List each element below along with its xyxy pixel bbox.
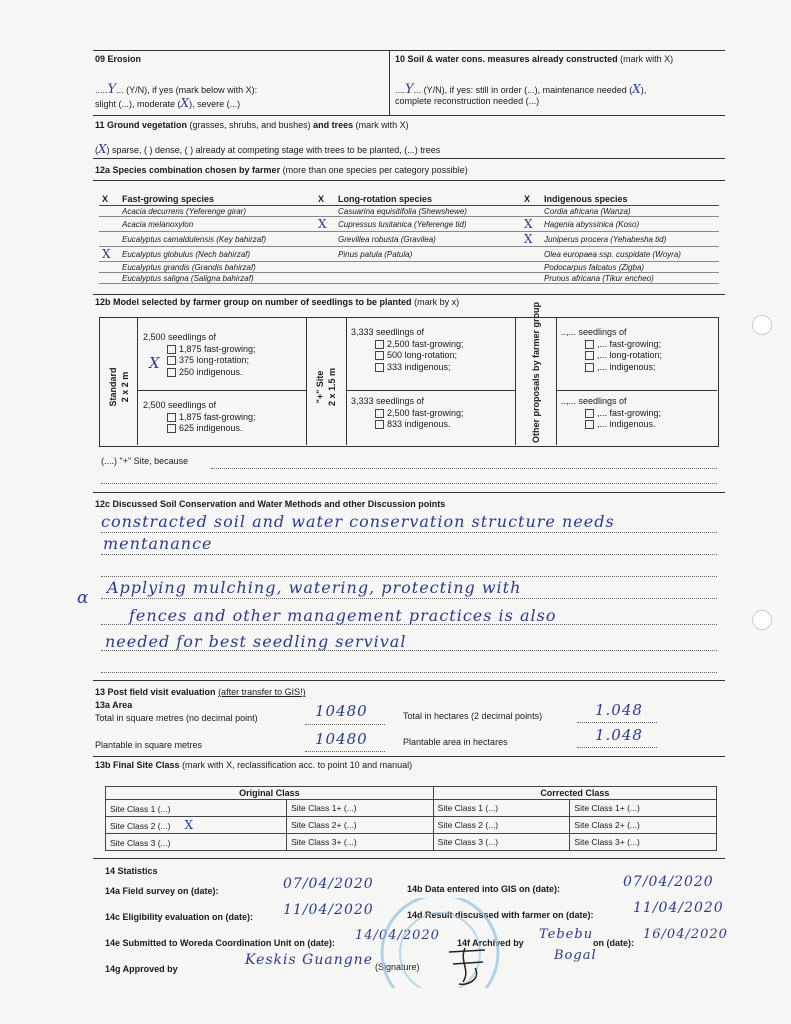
long-mark[interactable] bbox=[315, 232, 335, 247]
seedling-option[interactable] bbox=[585, 350, 662, 362]
long-mark[interactable] bbox=[315, 262, 335, 273]
long-species bbox=[335, 262, 521, 273]
species-row bbox=[99, 217, 719, 232]
seedling-option-label: 333 indigenous; bbox=[387, 361, 451, 372]
rule bbox=[93, 492, 725, 493]
signature-icon bbox=[445, 942, 491, 988]
submitted-date-label: 14e Submitted to Woreda Coordination Unit on (date): bbox=[105, 938, 335, 948]
seedling-option-label: 375 long-rotation; bbox=[179, 355, 250, 365]
indig-species: Cordia africana (Wanza) bbox=[541, 206, 719, 217]
corrected-class-cell[interactable]: Site Class 3 (...) bbox=[433, 834, 570, 851]
seedling-option[interactable] bbox=[167, 344, 256, 356]
seedling-option[interactable] bbox=[375, 362, 464, 374]
discussion-title: 12c Discussed Soil Conservation and Water Methods and other Discussion points bbox=[95, 499, 446, 509]
seedling-option[interactable] bbox=[585, 339, 662, 351]
site-class-row bbox=[106, 800, 717, 817]
fast-mark[interactable] bbox=[99, 273, 119, 284]
discussion-margin-mark: α bbox=[77, 588, 89, 608]
plant-ha-line bbox=[577, 747, 657, 748]
erosion-answer[interactable]: Y bbox=[107, 82, 117, 97]
site-a: 3,333 seedlings of 2,500 fast-growing; 500 long-rotation; 333 indigenous; bbox=[351, 327, 464, 372]
indig-mark[interactable]: X bbox=[521, 232, 541, 247]
plant-ha-value[interactable]: 1.048 bbox=[595, 726, 643, 744]
fast-species: Eucalyptus grandis (Grandis bahirzaf) bbox=[119, 262, 315, 273]
seedling-option[interactable] bbox=[167, 423, 256, 435]
seedling-option[interactable] bbox=[375, 350, 464, 362]
total-ha-label: Total in hectares (2 decimal points) bbox=[403, 711, 543, 721]
site-class-table bbox=[105, 786, 717, 851]
fast-species: Acacia melanoxylon bbox=[119, 217, 315, 232]
plant-sqm-label: Plantable in square metres bbox=[95, 740, 203, 750]
checkbox-icon[interactable] bbox=[375, 340, 384, 349]
model-title: 12b Model selected by farmer group on number of seedlings to be planted (mark by x) bbox=[95, 297, 460, 307]
discussed-date-value[interactable]: 11/04/2020 bbox=[633, 900, 724, 916]
site-because-label: (....) "+" Site, because bbox=[101, 456, 189, 466]
soilcons-maintenance-mark[interactable]: X bbox=[632, 82, 641, 96]
signature-label: (Signature) bbox=[375, 962, 420, 972]
because-line[interactable] bbox=[101, 483, 717, 484]
original-class-cell[interactable]: Site Class 3 (...) bbox=[106, 834, 287, 851]
total-ha-line bbox=[577, 722, 657, 723]
checkbox-icon[interactable] bbox=[167, 356, 176, 365]
total-sqm-line bbox=[305, 724, 385, 725]
seedling-option-label: 833 indigenous. bbox=[387, 419, 451, 429]
vegetation-sparse-mark[interactable]: X bbox=[98, 142, 107, 156]
checkbox-icon[interactable] bbox=[375, 363, 384, 372]
checkbox-icon[interactable] bbox=[585, 351, 594, 360]
archived-date-label: on (date): bbox=[593, 938, 634, 948]
discussion-rule bbox=[101, 532, 717, 533]
punch-hole bbox=[752, 315, 772, 335]
seedling-option[interactable] bbox=[167, 355, 256, 367]
model-divider bbox=[346, 390, 515, 391]
soilcons-line1: ....Y... (Y/N), if yes: still in order (...), maintenance needed (X), bbox=[395, 82, 647, 97]
indig-mark[interactable] bbox=[521, 273, 541, 284]
model-divider bbox=[556, 390, 717, 391]
rule bbox=[93, 858, 725, 859]
site-b: 3,333 seedlings of 2,500 fast-growing; 833 indigenous. bbox=[351, 396, 464, 429]
submitted-date-value[interactable]: 14/04/2020 bbox=[355, 928, 440, 943]
species-row bbox=[99, 247, 719, 262]
total-sqm-value[interactable]: 10480 bbox=[315, 702, 368, 720]
fast-species: Acacia decurrens (Yeferenge girar) bbox=[119, 206, 315, 217]
seedling-option-label: 500 long-rotation; bbox=[387, 350, 458, 360]
long-species: Cupressus lusitanica (Yeferenge tid) bbox=[335, 217, 521, 232]
original-class-cell[interactable]: Site Class 2 (...) X bbox=[106, 817, 287, 834]
seedling-option-label: 1,875 fast-growing; bbox=[179, 343, 256, 354]
plant-sqm-value[interactable]: 10480 bbox=[315, 730, 368, 748]
other-label: Other proposals by farmer group bbox=[531, 301, 541, 443]
rule bbox=[93, 680, 725, 681]
gis-date-value[interactable]: 07/04/2020 bbox=[623, 874, 714, 890]
seedling-option-label: 625 indigenous. bbox=[179, 423, 243, 433]
erosion-line1: .....Y... (Y/N), if yes (mark below with X): bbox=[95, 82, 258, 97]
model-divider bbox=[137, 390, 306, 391]
vegetation-title: 11 Ground vegetation (grasses, shrubs, and bushes) and trees (mark with X) bbox=[95, 120, 409, 130]
archived-extra-value: Bogal bbox=[554, 948, 597, 963]
species-row bbox=[99, 206, 719, 217]
discussed-date-label: 14d Result discussed with farmer on (date): bbox=[407, 910, 594, 920]
standard-label: Standard 2 x 2 m bbox=[108, 367, 130, 407]
seedling-option-label: ,... fast-growing; bbox=[597, 407, 662, 418]
indig-mark[interactable]: X bbox=[521, 217, 541, 232]
seedling-option[interactable] bbox=[167, 367, 256, 379]
model-divider bbox=[556, 317, 557, 445]
site-class-row bbox=[106, 834, 717, 851]
site-class-row bbox=[106, 817, 717, 834]
top-rule bbox=[93, 50, 725, 51]
rule bbox=[93, 294, 725, 295]
indig-species: Juniperus procera (Yehabesha tid) bbox=[541, 232, 719, 247]
fast-header: Fast-growing species bbox=[119, 193, 315, 206]
seedling-option-label: 2,500 fast-growing; bbox=[387, 338, 464, 349]
original-class-plus-cell[interactable]: Site Class 1+ (...) bbox=[287, 800, 434, 817]
long-header: Long-rotation species bbox=[335, 193, 521, 206]
seedling-option[interactable] bbox=[375, 419, 464, 431]
indig-species: Podocarpus falcatus (Zigba) bbox=[541, 262, 719, 273]
plant-sqm-line bbox=[305, 751, 385, 752]
species-row bbox=[99, 232, 719, 247]
plant-ha-label: Plantable area in hectares bbox=[403, 737, 508, 747]
seedling-option[interactable] bbox=[585, 408, 661, 420]
checkbox-icon[interactable] bbox=[585, 420, 594, 429]
soilcons-title: 10 Soil & water cons. measures already constructed (mark with X) bbox=[395, 54, 674, 64]
original-class-cell[interactable]: Site Class 1 (...) bbox=[106, 800, 287, 817]
original-class-mark: X bbox=[184, 818, 194, 832]
checkbox-icon[interactable] bbox=[375, 420, 384, 429]
fast-species: Eucalyptus saligna (Saligna bahirzaf) bbox=[119, 273, 315, 284]
std-a: 2,500 seedlings of 1,875 fast-growing; 375 long-rotation; 250 indigenous. bbox=[143, 332, 256, 377]
seedling-option-label: 2,500 fast-growing; bbox=[387, 407, 464, 418]
discussion-rule bbox=[101, 598, 717, 599]
total-sqm-label: Total in square metres (no decimal point) bbox=[95, 713, 258, 723]
std-a-mark[interactable]: X bbox=[149, 354, 160, 372]
fast-mark[interactable] bbox=[99, 262, 119, 273]
discussion-line[interactable]: fences and other management practices is also bbox=[129, 606, 557, 625]
rule bbox=[93, 115, 725, 116]
seedling-option[interactable] bbox=[167, 412, 256, 424]
long-mark[interactable] bbox=[315, 247, 335, 262]
fast-mark[interactable] bbox=[99, 232, 119, 247]
other-b: ..,... seedlings of ,... fast-growing; ,... indigenous. bbox=[561, 396, 662, 429]
seedling-option-label: ,... long-rotation; bbox=[597, 350, 663, 360]
seedling-option-label: 1,875 fast-growing; bbox=[179, 411, 256, 422]
fast-mark[interactable] bbox=[99, 217, 119, 232]
indig-species: Olea europaea ssp. cuspidate (Woyra) bbox=[541, 247, 719, 262]
seedling-option-label: ,... fast-growing; bbox=[597, 338, 662, 349]
checkbox-icon[interactable] bbox=[375, 351, 384, 360]
gis-date-label: 14b Data entered into GIS on (date): bbox=[407, 884, 561, 894]
discussion-line[interactable]: constracted soil and water conservation structure needs bbox=[101, 512, 615, 531]
discussion-rule bbox=[101, 624, 717, 625]
long-species bbox=[335, 273, 521, 284]
discussion-rule bbox=[101, 554, 717, 555]
species-table: X Fast-growing species X Long-rotation species X Indigenous species Acacia decurrens (Yeferenge girar) Casuarina equisitifolia (Shewshewe) Cordia africana (Wanza) Acacia melanoxylon X Cupressus lusitanica (Yeferenge tid) X Hagenia abyssinica (Koso) Eucalyptus camaldulensis (Key bahirzaf) Grevillea robusta (Gravilea) X Juniperus procera (Yehabesha tid) X Eucalyptus globulus (Nech bahirzaf) Pinus patula (Patula) Olea europaea ssp. cuspidate (Woyra) Eucalyptus grandis (Grandis bahirzaf) Podocarpus falcatus (Zigba) Eucalyptus saligna (Saligna bahirzaf) Prunus africana (Tikur encheo) bbox=[99, 193, 719, 284]
species-row bbox=[99, 262, 719, 273]
fast-mark[interactable]: X bbox=[99, 247, 119, 262]
seedling-option-label: 250 indigenous. bbox=[179, 366, 243, 377]
discussion-rule bbox=[101, 576, 717, 577]
survey-date-value[interactable]: 07/04/2020 bbox=[283, 876, 374, 892]
approved-label: 14g Approved by bbox=[105, 964, 178, 974]
eligibility-date-value[interactable]: 11/04/2020 bbox=[283, 902, 374, 918]
corrected-class-header: Corrected Class bbox=[433, 787, 716, 800]
erosion-moderate-mark[interactable]: X bbox=[180, 96, 190, 110]
vegetation-options: (X) sparse, ( ) dense, ( ) already at competing stage with trees to be planted, (...) trees bbox=[95, 142, 441, 156]
discussion-line[interactable]: Applying mulching, watering, protecting with bbox=[107, 578, 522, 597]
seedling-option[interactable] bbox=[585, 419, 661, 431]
fast-species: Eucalyptus camaldulensis (Key bahirzaf) bbox=[119, 232, 315, 247]
eligibility-date-label: 14c Eligibility evaluation on (date): bbox=[105, 912, 254, 922]
original-class-plus-cell[interactable]: Site Class 3+ (...) bbox=[287, 834, 434, 851]
soilcons-line2: complete reconstruction needed (...) bbox=[395, 96, 540, 106]
erosion-title: 09 Erosion bbox=[95, 54, 142, 64]
checkbox-icon[interactable] bbox=[585, 363, 594, 372]
soilcons-answer[interactable]: Y bbox=[405, 82, 414, 97]
indig-species: Hagenia abyssinica (Koso) bbox=[541, 217, 719, 232]
corrected-class-cell[interactable]: Site Class 1 (...) bbox=[433, 800, 570, 817]
seedling-option[interactable] bbox=[585, 362, 662, 374]
species-row bbox=[99, 273, 719, 284]
checkbox-icon[interactable] bbox=[585, 340, 594, 349]
total-ha-value[interactable]: 1.048 bbox=[595, 701, 643, 719]
discussion-rule bbox=[101, 672, 717, 673]
survey-date-label: 14a Field survey on (date): bbox=[105, 886, 219, 896]
long-species: Casuarina equisitifolia (Shewshewe) bbox=[335, 206, 521, 217]
approved-by-value[interactable]: Keskis Guangne bbox=[245, 952, 373, 968]
checkbox-icon[interactable] bbox=[375, 409, 384, 418]
corrected-class-plus-cell[interactable]: Site Class 1+ (...) bbox=[570, 800, 717, 817]
erosion-severity: slight (...), moderate (X), severe (...) bbox=[95, 96, 241, 110]
long-species: Pinus patula (Patula) bbox=[335, 247, 521, 262]
seedling-option-label: ,... indigenous. bbox=[597, 419, 656, 429]
indig-header: Indigenous species bbox=[541, 193, 719, 206]
species-title: 12a Species combination chosen by farmer (more than one species per category possible) bbox=[95, 165, 468, 175]
checkbox-icon[interactable] bbox=[167, 424, 176, 433]
because-line[interactable] bbox=[211, 468, 717, 469]
seedling-option-label: ,... indigenous; bbox=[597, 361, 656, 372]
indig-mark[interactable] bbox=[521, 262, 541, 273]
fast-species: Eucalyptus globulus (Nech bahirzaf) bbox=[119, 247, 315, 262]
std-b: 2,500 seedlings of 1,875 fast-growing; 625 indigenous. bbox=[143, 400, 256, 433]
checkbox-icon[interactable] bbox=[167, 345, 176, 354]
corrected-class-plus-cell[interactable]: Site Class 2+ (...) bbox=[570, 817, 717, 834]
long-species: Grevillea robusta (Gravilea) bbox=[335, 232, 521, 247]
long-mark[interactable]: X bbox=[315, 217, 335, 232]
site-label: "+" Site 2 x 1.5 m bbox=[315, 367, 337, 407]
indig-mark[interactable] bbox=[521, 247, 541, 262]
other-a: ..,... seedlings of ,... fast-growing; ,... long-rotation; ,... indigenous; bbox=[561, 327, 663, 372]
corrected-class-plus-cell[interactable]: Site Class 3+ (...) bbox=[570, 834, 717, 851]
site-class-title: 13b Final Site Class (mark with X, reclassification acc. to point 10 and manual) bbox=[95, 760, 413, 770]
long-mark[interactable] bbox=[315, 273, 335, 284]
rule bbox=[93, 756, 725, 757]
corrected-class-cell[interactable]: Site Class 2 (...) bbox=[433, 817, 570, 834]
original-class-header: Original Class bbox=[106, 787, 434, 800]
area-title: 13a Area bbox=[95, 700, 133, 710]
rule bbox=[93, 158, 725, 159]
indig-mark[interactable] bbox=[521, 206, 541, 217]
erosion-divider bbox=[389, 50, 390, 115]
archived-label: 14f Archived by bbox=[457, 938, 524, 948]
model-divider bbox=[306, 317, 307, 445]
checkbox-icon[interactable] bbox=[167, 368, 176, 377]
checkbox-icon[interactable] bbox=[585, 409, 594, 418]
model-divider bbox=[346, 317, 347, 445]
form-page bbox=[77, 40, 728, 988]
discussion-rule bbox=[101, 650, 717, 651]
model-divider bbox=[515, 317, 516, 445]
archived-by-value[interactable]: Tebebu bbox=[539, 927, 594, 942]
evaluation-title: 13 Post field visit evaluation (after transfer to GIS!) bbox=[95, 687, 306, 697]
long-mark[interactable] bbox=[315, 206, 335, 217]
original-class-plus-cell[interactable]: Site Class 2+ (...) bbox=[287, 817, 434, 834]
checkbox-icon[interactable] bbox=[167, 413, 176, 422]
seedling-option[interactable] bbox=[375, 408, 464, 420]
model-divider bbox=[137, 317, 138, 445]
discussion-line[interactable]: mentanance bbox=[103, 534, 213, 553]
seedling-option[interactable] bbox=[375, 339, 464, 351]
rule bbox=[93, 180, 725, 181]
fast-mark[interactable] bbox=[99, 206, 119, 217]
archived-date-value[interactable]: 16/04/2020 bbox=[643, 927, 728, 942]
discussion-line[interactable]: needed for best seedling servival bbox=[105, 632, 407, 651]
punch-hole bbox=[752, 610, 772, 630]
stats-title: 14 Statistics bbox=[105, 866, 158, 876]
indig-species: Prunus africana (Tikur encheo) bbox=[541, 273, 719, 284]
